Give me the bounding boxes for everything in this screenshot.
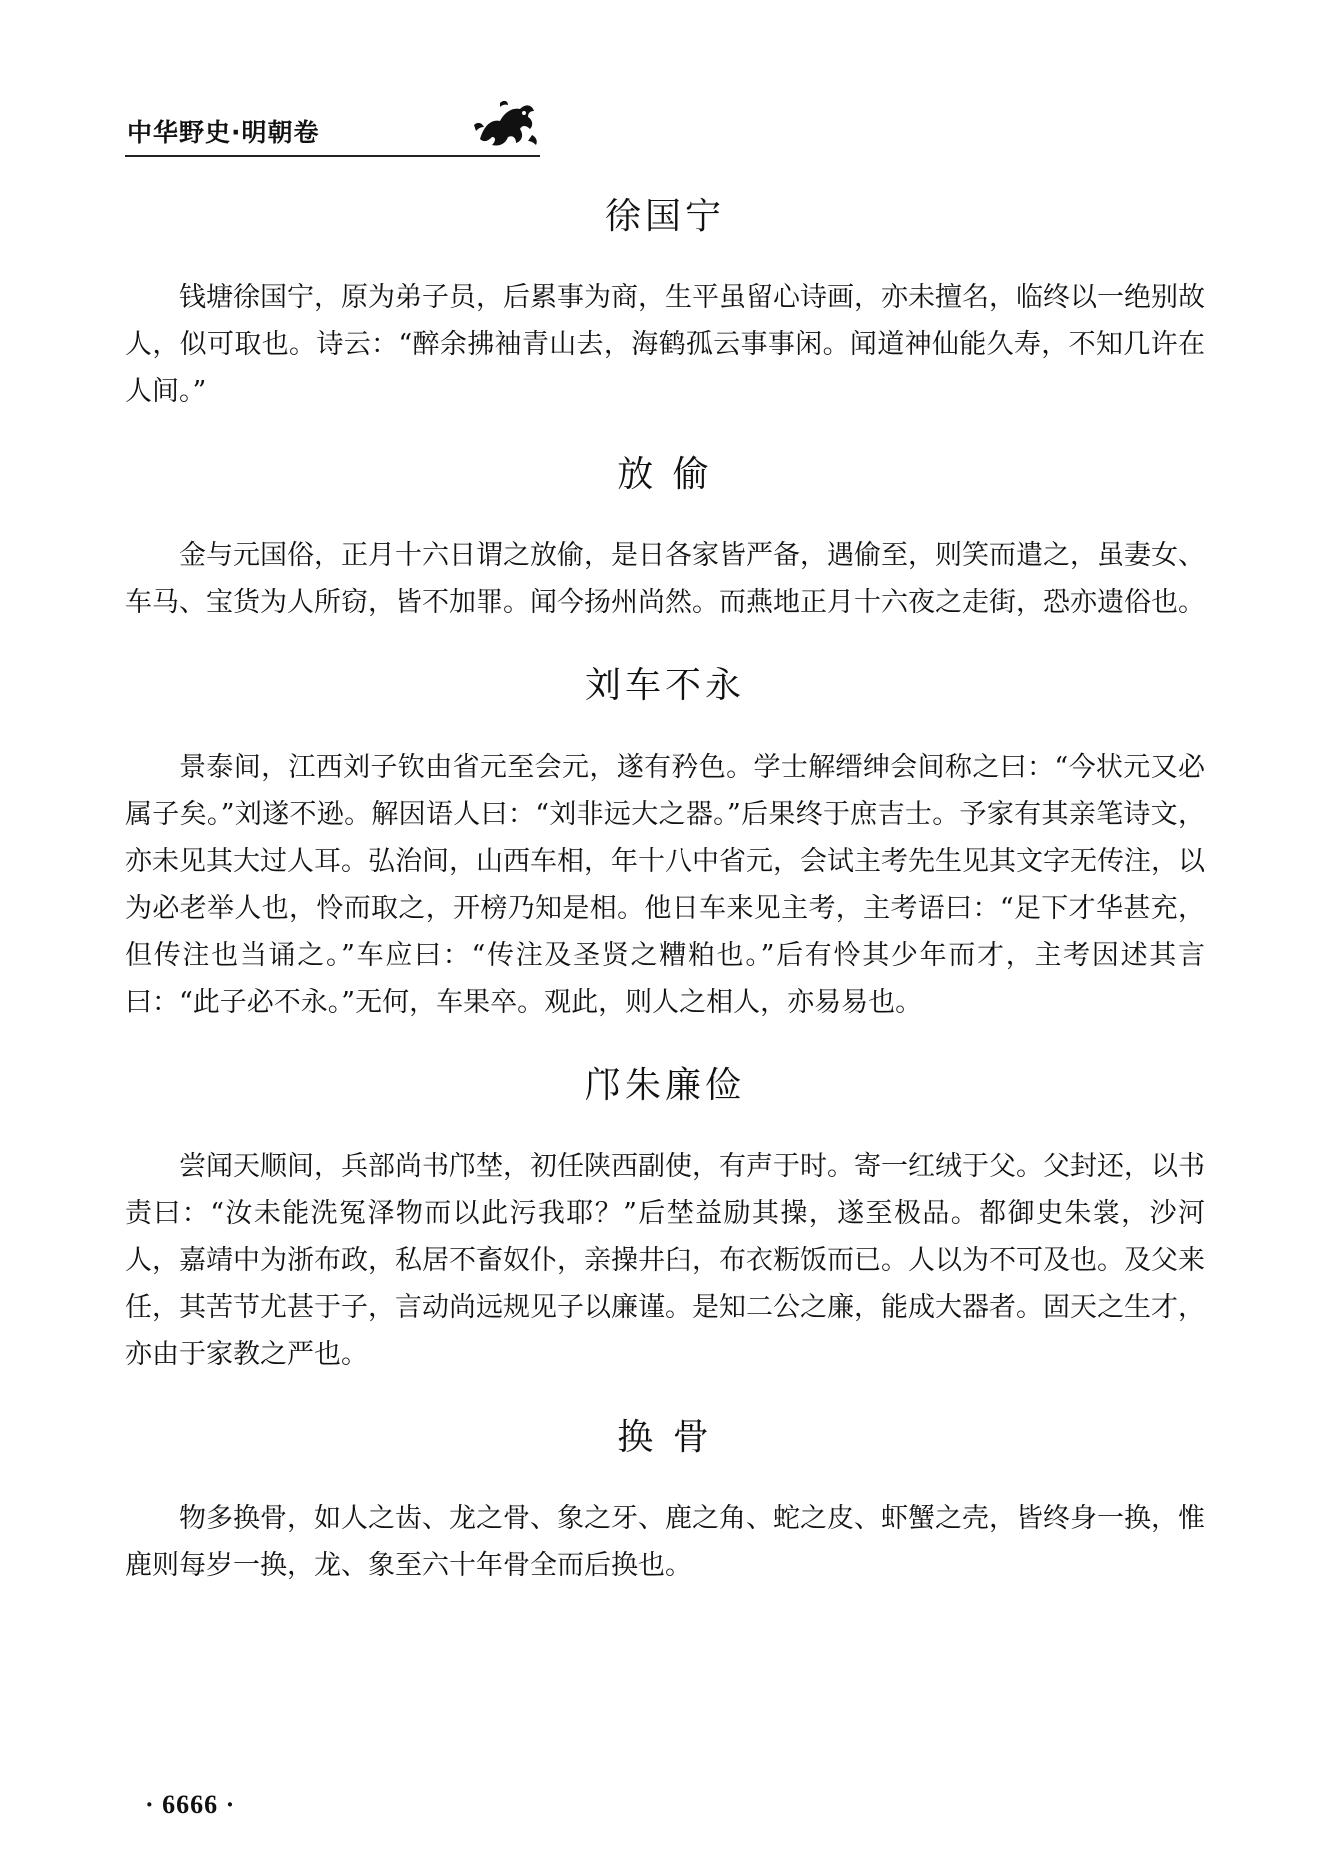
section-paragraph: 物多换骨，如人之齿、龙之骨、象之牙、鹿之角、蛇之皮、虾蟹之壳，皆终身一换，惟鹿则每岁一换，龙、象至六十年骨全而后换也。 [125, 1502, 1205, 1581]
section-huan-gu [125, 1416, 1205, 1589]
section-paragraph: 钱塘徐国宁，原为弟子员，后累事为商，生平虽留心诗画，亦未擅名，临终以一绝别故人，似可取也。诗云：“醉余拂袖青山去，海鹤孤云事事闲。闻道神仙能久寿，不知几许在人间。” [125, 282, 1205, 408]
section-paragraph: 金与元国俗，正月十六日谓之放偷，是日各家皆严备，遇偷至，则笑而遣之，虽妻女、车马、宝货为人所窃，皆不加罪。闻今扬州尚然。而燕地正月十六夜之走街，恐亦遗俗也。 [125, 540, 1205, 619]
section-title: 邝朱廉俭 [584, 1064, 745, 1106]
section-kuang-zhu-lian-jian [125, 1064, 1205, 1378]
page-body [125, 195, 1205, 1627]
dragon-emblem-icon [470, 95, 540, 151]
section-liu-che-bu-yong [125, 664, 1205, 1025]
section-fang-tou [125, 453, 1205, 626]
section-title: 刘车不永 [584, 665, 745, 707]
running-header [125, 95, 540, 157]
section-paragraph: 尝闻天顺间，兵部尚书邝埜，初任陕西副使，有声于时。寄一红绒于父。父封还，以书责曰：“汝未能洗冤泽物而以此污我耶？”后埜益励其操，遂至极品。都御史朱裳，沙河人，嘉靖中为浙布政，私居不畜奴仆，亲操井臼，布衣粝饭而已。人以为不可及也。及父来任，其苦节尤甚于子，言动尚远规见子以廉谨。是知二公之廉，能成大器者。固天之生才，亦由于家教之严也。 [125, 1150, 1205, 1370]
section-title: 换 骨 [617, 1416, 713, 1458]
header-rule [125, 155, 540, 157]
section-xu-guoning [125, 195, 1205, 415]
page-number: · 6666 · [145, 1790, 236, 1819]
section-paragraph: 景泰间，江西刘子钦由省元至会元，遂有矜色。学士解缙绅会间称之曰：“今状元又必属子矣。”刘遂不逊。解因语人曰：“刘非远大之器。”后果终于庶吉士。予家有其亲笔诗文，亦未见其大过人耳。弘治间，山西车相，年十八中省元，会试主考先生见其文字无传注，以为必老举人也，怜而取之，开榜乃知是相。他日车来见主考，主考语曰：“足下才华甚充，但传注也当诵之。”车应曰：“传注及圣贤之糟粕也。”后有怜其少年而才，主考因述其言曰：“此子必不永。”无何，车果卒。观此，则人之相人，亦易易也。 [125, 751, 1205, 1018]
section-title: 徐国宁 [604, 196, 725, 237]
section-title: 放 偷 [617, 454, 713, 496]
book-title: 中华野史·明朝卷 [127, 118, 320, 147]
